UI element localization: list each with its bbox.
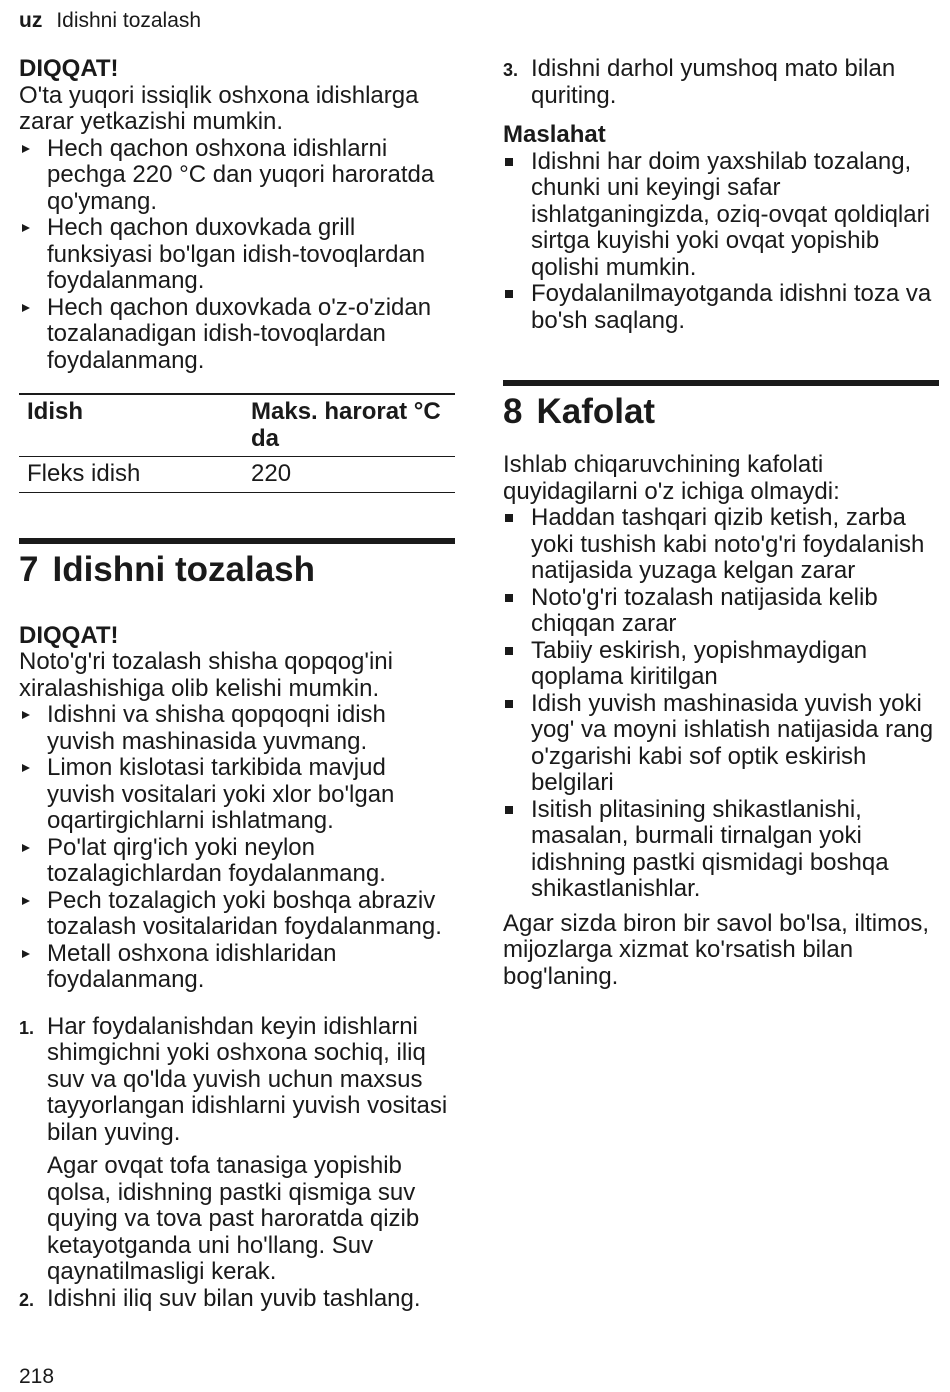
tip-title: Maslahat [503,121,606,148]
warning-block-cleaning [19,623,455,994]
step-number: 3. [503,60,519,80]
list-item: Pech tozalagich yoki boshqa abraziv tozalash vositalaridan foydalanmang. [19,888,455,941]
page-header [19,8,201,34]
list-item: Metall oshxona idishlaridan foydalanmang. [19,941,455,994]
list-item: Po'lat qirg'ich yoki neylon tozalagichlardan foydalanmang. [19,835,455,888]
section-heading-8 [503,380,939,432]
list-item: Noto'g'ri tozalash natijasida kelib chiqqan zarar [503,585,939,638]
table-row [19,457,455,493]
tip-block [503,122,939,334]
section-heading-7 [19,538,455,590]
list-item: Isitish plitasining shikastlanishi, masalan, burmali tirnalgan yoki idishning pastki qismidagi boshqa shikastlanishlar. [503,797,939,903]
page-number: 218 [19,1365,55,1388]
step-item [19,1014,455,1147]
left-column [19,56,455,1312]
list-item: Haddan tashqari qizib ketish, zarba yoki tushish kabi noto'g'ri foydalanish natijasida yuzaga kelgan zarar [503,505,939,585]
section-number: 8 [503,392,523,431]
section-title: Kafolat [536,392,656,431]
warning-text: O'ta yuqori issiqlik oshxona idishlarga zarar yetkazishi mumkin. [19,81,419,135]
list-item: Idish yuvish mashinasida yuvish yoki yog' va moyni ishlatish natijasida rang o'zgarishi kabi sof optik eskirish belgilari [503,691,939,797]
cleaning-steps [19,1014,455,1147]
step-text: Idishni darhol yumshoq mato bilan quriting. [531,55,896,109]
list-item: Foydalanilmayotganda idishni toza va bo'sh saqlang. [503,281,939,334]
warranty-intro: Ishlab chiqaruvchining kafolati quyidagilarni o'z ichiga olmaydi: [503,451,840,505]
header-title: Idishni tozalash [56,9,202,32]
step-number: 2. [19,1289,35,1310]
tip-list [503,149,939,335]
step-text: Har foydalanishdan keyin idishlarni shimgichni yoki oshxona sochiq, iliq suv va qo'lda yuvish uchun maxsus tayyorlangan idishlarni yuvish vositasi bilan yuving. [47,1012,448,1146]
step-number: 1. [19,1017,35,1038]
step-text: Idishni iliq suv bilan yuvib tashlang. [47,1284,421,1312]
list-item: Hech qachon oshxona idishlarni pechga 220 °C dan yuqori haroratda qo'ymang. [19,136,455,216]
warranty-list [503,505,939,903]
list-item: Idishni har doim yaxshilab tozalang, chunki uni keyingi safar ishlatganingizda, oziq-ovqat qoldiqlari sirtga kuyishi yoki ovqat yopishib qolishi mumkin. [503,149,939,282]
cleaning-steps-cont [19,1286,455,1313]
warning-title: DIQQAT! [19,55,119,82]
warning-text: Noto'g'ri tozalash shisha qopqog'ini xiralashishiga olib kelishi mumkin. [19,648,393,702]
warning-title: DIQQAT! [19,621,119,649]
table-header-cell: Maks. harorat °C da [243,394,455,457]
section-title: Idishni tozalash [52,549,316,589]
right-column [503,56,939,990]
warning-list [19,136,455,375]
table-cell: Fleks idish [19,457,243,493]
cleaning-steps-right [503,56,939,109]
warning-list [19,702,455,994]
contact-text: Agar sizda biron bir savol bo'lsa, iltimos, mijozlarga xizmat ko'rsatish bilan bog'laning. [503,909,930,990]
step-item [19,1286,455,1313]
temperature-table [19,393,455,493]
table-header-row [19,394,455,457]
step-item [503,56,939,109]
list-item: Hech qachon duxovkada o'z-o'zidan tozalanadigan idish-tovoqlardan foydalanmang. [19,295,455,375]
list-item: Idishni va shisha qopqoqni idish yuvish mashinasida yuvmang. [19,702,455,755]
step-note: Agar ovqat tofa tanasiga yopishib qolsa, idishning pastki qismiga suv quying va tova past haroratda qizib ketayotganda uni ho'llang. Suv qaynatilmasligi kerak. [47,1152,420,1285]
language-code: uz [19,9,43,32]
section-number: 7 [19,549,39,589]
warning-block-heat [19,56,455,374]
list-item: Tabiiy eskirish, yopishmaydigan qoplama kiritilgan [503,638,939,691]
table-header-cell: Idish [19,394,243,457]
table-cell: 220 [243,457,455,493]
list-item: Hech qachon duxovkada grill funksiyasi bo'lgan idish-tovoqlardan foydalanmang. [19,215,455,295]
list-item: Limon kislotasi tarkibida mavjud yuvish vositalari yoki xlor bo'lgan oqartirgichlarni ishlatmang. [19,755,455,835]
